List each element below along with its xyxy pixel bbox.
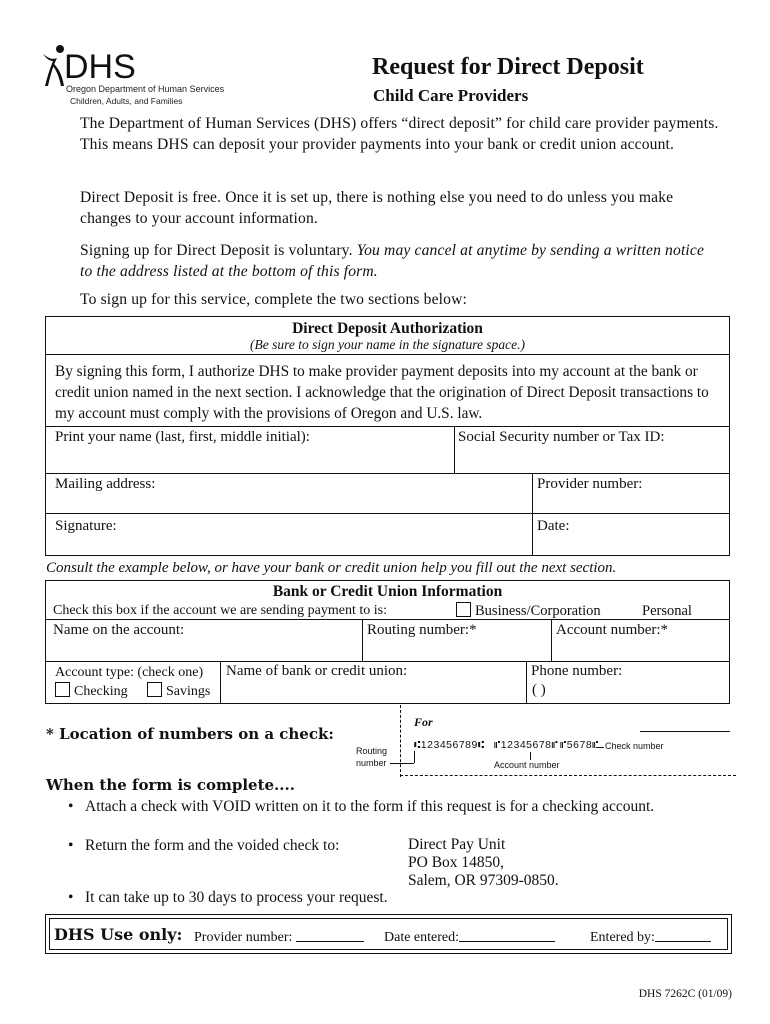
intro-paragraph-3 [80,241,720,282]
logo-text: DHS [64,48,136,86]
form-number: DHS 7262C (01/09) [638,988,732,1000]
account-kind-prompt: Check this box if the account we are sending payment to is: [53,603,387,618]
personal-checkbox[interactable] [623,602,638,617]
provider-number-label: Provider number: [537,476,643,492]
business-option[interactable] [456,602,601,620]
cancel-notice-text: You may cancel at anytime by sending a written notice to the address listed at the bottom of this form. [80,242,705,280]
return-form-instruction: • Return the form and the voided check to: Direct Pay Unit PO Box 14850, Salem, OR 97309-0850. [68,836,708,856]
personal-option-label: Personal [642,603,692,619]
voluntary-text: Signing up for Direct Deposit is voluntary. [80,242,357,259]
phone-number-label: Phone number: [531,663,623,679]
name-on-account-label: Name on the account: [53,622,185,638]
dhs-use-only-label: DHS Use only: [54,925,183,944]
logo-subtitle: Children, Adults, and Families [70,96,183,106]
logo-department: Oregon Department of Human Services [66,84,225,94]
page-title: Request for Direct Deposit [372,54,644,80]
intro-paragraph-2: Direct Deposit is free. Once it is set up, there is nothing else you need to do unless you make changes to your account information. [80,189,674,227]
business-checkbox[interactable] [456,602,471,617]
bank-information-section [45,580,730,704]
checking-checkbox[interactable] [55,682,70,697]
account-number-caption: Account number [494,760,560,770]
authorization-subheading: (Be sure to sign your name in the signature space.) [250,337,525,352]
mailing-address-label: Mailing address: [55,476,156,492]
check-for-label: For [414,715,433,729]
account-number-digits: ⑈12345678⑈ [494,739,559,751]
savings-option[interactable] [147,682,210,700]
dhs-entered-by: Entered by: [590,929,711,946]
consult-note: Consult the example below, or have your bank or credit union help you fill out the next section. [46,560,617,576]
check-number-caption: Check number [605,741,664,751]
routing-number-label: Routing number:* [367,622,477,638]
dhs-use-only-box [45,914,732,954]
ssn-field-label: Social Security number or Tax ID: [458,429,665,445]
attach-check-instruction: • Attach a check with VOID written on it to the form if this request is for a checking account. [68,797,688,817]
savings-label: Savings [166,684,211,699]
routing-number-digits: ⑆123456789⑆ [414,739,485,751]
checking-option[interactable] [55,682,128,700]
check-number-digits: ⑈5678⑈ [560,739,599,751]
authorization-section [45,316,730,556]
bank-name-label: Name of bank or credit union: [226,663,408,679]
business-option-label: Business/Corporation [475,603,601,619]
savings-checkbox[interactable] [147,682,162,697]
authorization-heading: Direct Deposit Authorization [292,320,483,337]
completion-heading: When the form is complete.... [46,776,295,794]
date-label: Date: [537,518,570,534]
dhs-logo [40,44,240,106]
intro-paragraph-4: To sign up for this service, complete the two sections below: [80,291,467,308]
personal-option[interactable] [623,602,692,620]
bank-heading: Bank or Credit Union Information [272,583,503,600]
dhs-provider-number: Provider number: [194,929,364,946]
check-diagram [352,705,737,783]
check-location-label: * Location of numbers on a check: [46,725,334,743]
name-field-label: Print your name (last, first, middle initial): [55,429,310,445]
intro-paragraph-1: The Department of Human Services (DHS) offers “direct deposit” for child care provider payments. This means DHS can deposit your provider payments into your bank or credit union account. [80,115,719,153]
page-subtitle: Child Care Providers [373,86,529,105]
account-number-label: Account number:* [556,622,669,638]
checking-label: Checking [74,684,128,699]
account-type-label: Account type: (check one) [55,665,204,680]
phone-number-format: ( ) [532,682,546,698]
processing-time-note: • It can take up to 30 days to process your request. [68,888,688,908]
dhs-date-entered: Date entered: [384,929,555,946]
authorization-statement: By signing this form, I authorize DHS to make provider payment deposits into my account at the bank or credit union named in the next section. I acknowledge that the origination of Direct Deposit transactions to my account must comply with the provisions of Oregon and U.S. law. [55,363,709,422]
mailing-address-block: Direct Pay Unit PO Box 14850, Salem, OR 97309-0850. [408,836,559,889]
signature-label: Signature: [55,518,117,534]
routing-number-caption: Routing number [356,746,388,768]
